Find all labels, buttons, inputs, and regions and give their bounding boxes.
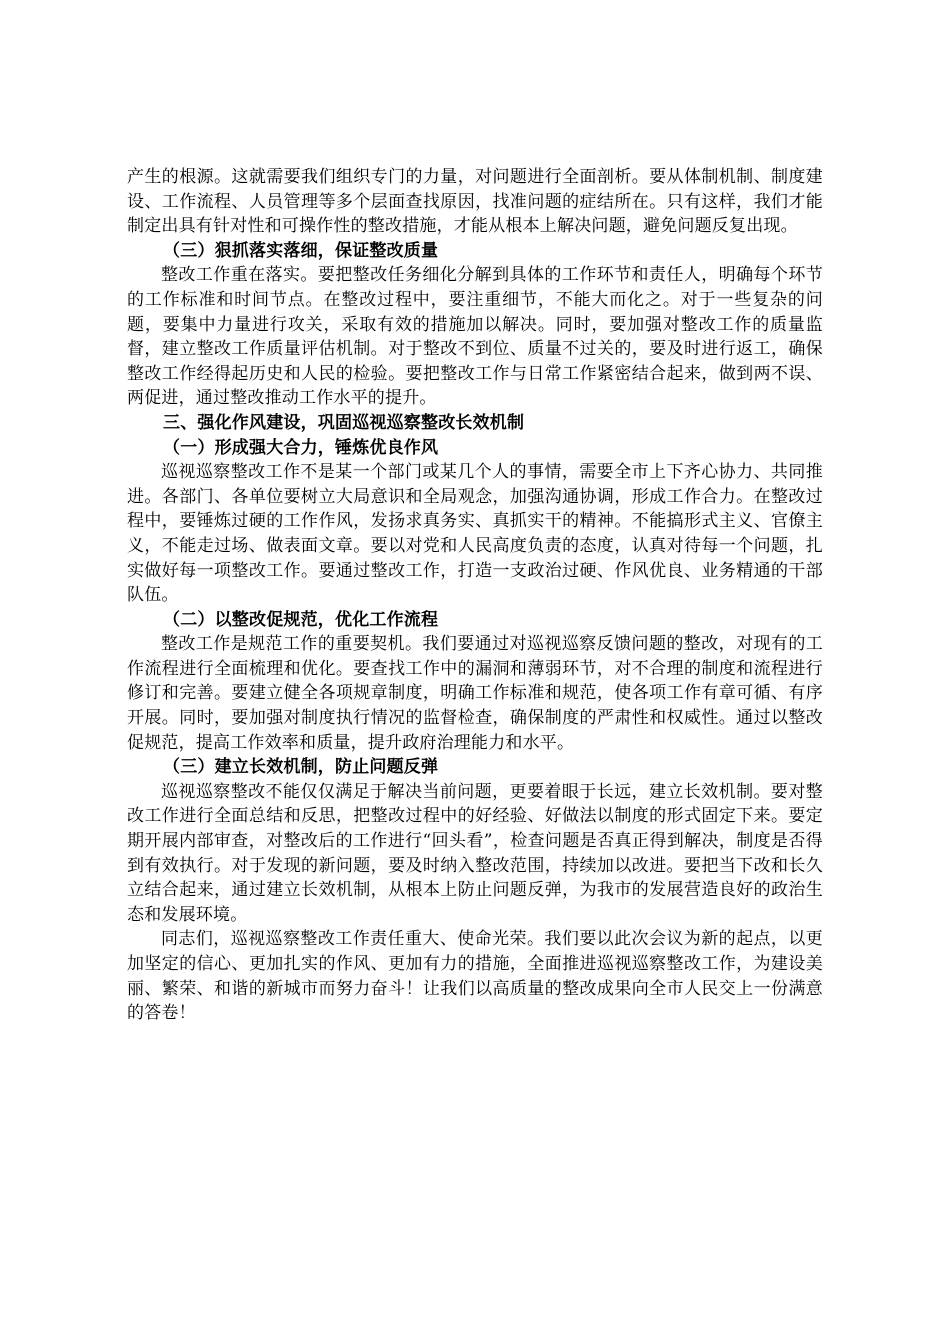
document-page xyxy=(127,165,823,1026)
body-paragraph: 整改工作重在落实。要把整改任务细化分解到具体的工作环节和责任人，明确每个环节的工作标准和时间节点。在整改过程中，要注重细节，不能大而化之。对于一些复杂的问题，要集中力量进行攻关，采取有效的措施加以解决。同时，要加强对整改工作的质量监督，建立整改工作质量评估机制。对于整改不到位、质量不过关的，要及时进行返工，确保整改工作经得起历史和人民的检验。要把整改工作与日常工作紧密结合起来，做到两不误、两促进，通过整改推动工作水平的提升。 xyxy=(127,265,823,409)
section-subheading: （三）建立长效机制，防止问题反弹 xyxy=(163,757,439,778)
body-paragraph: 巡视巡察整改工作不是某一个部门或某几个人的事情，需要全市上下齐心协力、共同推进。各部门、各单位要树立大局意识和全局观念，加强沟通协调，形成工作合力。在整改过程中，要锤炼过硬的工作作风，发扬求真务实、真抓实干的精神。不能搞形式主义、官僚主义，不能走过场、做表面文章。要以对党和人民高度负责的态度，认真对待每一个问题，扎实做好每一项整改工作。要通过整改工作，打造一支政治过硬、作风优良、业务精通的干部队伍。 xyxy=(127,462,823,606)
section-subheading: （二）以整改促规范，优化工作流程 xyxy=(163,609,439,630)
body-paragraph: 巡视巡察整改不能仅仅满足于解决当前问题，更要着眼于长远，建立长效机制。要对整改工作进行全面总结和反思，把整改过程中的好经验、好做法以制度的形式固定下来。要定期开展内部审查，对整改后的工作进行“回头看”，检查问题是否真正得到解决，制度是否得到有效执行。对于发现的新问题，要及时纳入整改范围，持续加以改进。要把当下改和长久立结合起来，通过建立长效机制，从根本上防止问题反弹，为我市的发展营造良好的政治生态和发展环境。 xyxy=(127,781,823,925)
closing-paragraph: 同志们，巡视巡察整改工作责任重大、使命光荣。我们要以此次会议为新的起点，以更加坚定的信心、更加扎实的作风、更加有力的措施，全面推进巡视巡察整改工作，为建设美丽、繁荣、和谐的新城市而努力奋斗！让我们以高质量的整改成果向全市人民交上一份满意的答卷！ xyxy=(127,929,823,1024)
body-paragraph: 产生的根源。这就需要我们组织专门的力量，对问题进行全面剖析。要从体制机制、制度建设、工作流程、人员管理等多个层面查找原因，找准问题的症结所在。只有这样，我们才能制定出具有针对性和可操作性的整改措施，才能从根本上解决问题，避免问题反复出现。 xyxy=(127,167,823,237)
section-heading: 三、强化作风建设，巩固巡视巡察整改长效机制 xyxy=(163,412,525,433)
section-subheading: （一）形成强大合力，锤炼优良作风 xyxy=(163,437,439,458)
section-subheading: （三）狠抓落实落细，保证整改质量 xyxy=(163,240,439,261)
body-paragraph: 整改工作是规范工作的重要契机。我们要通过对巡视巡察反馈问题的整改，对现有的工作流程进行全面梳理和优化。要查找工作中的漏洞和薄弱环节，对不合理的制度和流程进行修订和完善。要建立健全各项规章制度，明确工作标准和规范，使各项工作有章可循、有序开展。同时，要加强对制度执行情况的监督检查，确保制度的严肃性和权威性。通过以整改促规范，提高工作效率和质量，提升政府治理能力和水平。 xyxy=(127,634,823,753)
